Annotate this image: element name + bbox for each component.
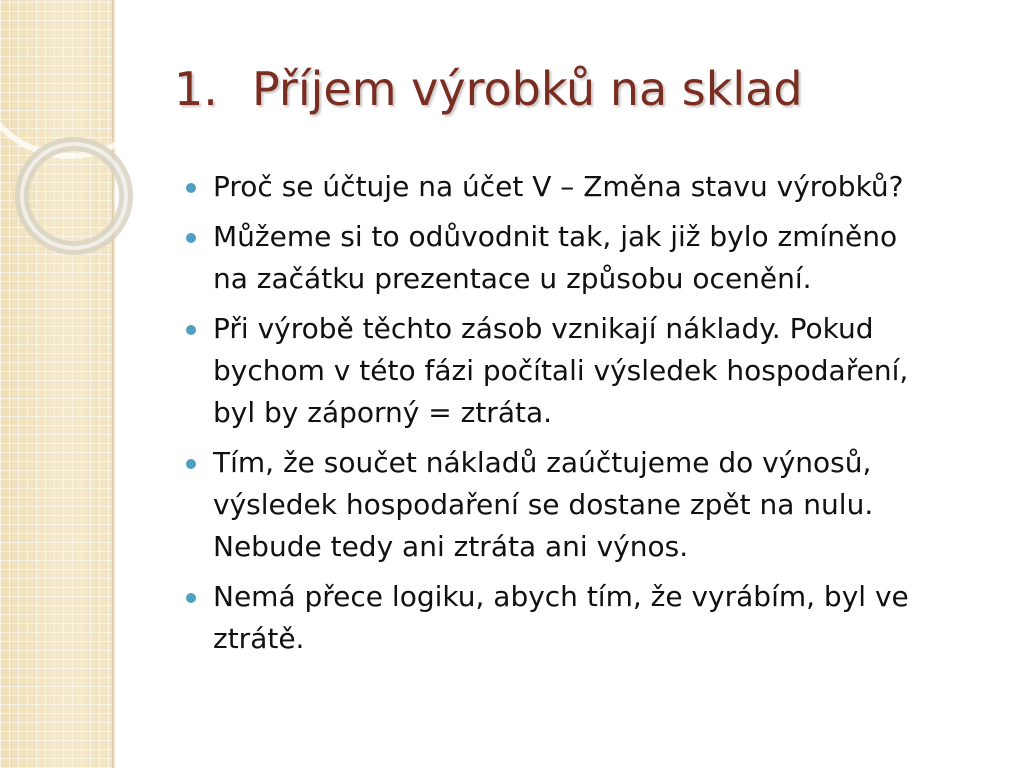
bullet-line: Můžeme si to odůvodnit tak, jak již bylo zmíněno <box>213 220 898 253</box>
bullet-line: byl by záporný = ztráta. <box>213 396 553 429</box>
bullet-dot-icon <box>186 233 196 243</box>
bullet-dot-icon <box>186 459 196 469</box>
deco-ring-small-inner <box>22 144 126 248</box>
bullet-list <box>186 166 996 668</box>
bullet-dot-icon <box>186 183 196 193</box>
bullet-line: na začátku prezentace u způsobu ocenění. <box>213 262 812 295</box>
decorative-rings-icon <box>0 0 160 260</box>
bullet-item <box>186 308 996 434</box>
title-text: Příjem výrobků na sklad <box>252 62 803 116</box>
bullet-line: výsledek hospodaření se dostane zpět na nulu. <box>213 488 874 521</box>
bullet-item <box>186 442 996 568</box>
bullet-line: Tím, že součet nákladů zaúčtujeme do výnosů, <box>213 446 872 479</box>
bullet-item <box>186 166 996 208</box>
bullet-item <box>186 576 996 660</box>
bullet-line: Proč se účtuje na účet V – Změna stavu výrobků? <box>213 170 904 203</box>
bullet-line: Nemá přece logiku, abych tím, že vyrábím, byl ve <box>213 580 909 613</box>
bullet-dot-icon <box>186 325 196 335</box>
title-number: 1. <box>174 62 218 116</box>
bullet-line: bychom v této fázi počítali výsledek hospodaření, <box>213 354 909 387</box>
bullet-item <box>186 216 996 300</box>
slide-title <box>174 62 803 116</box>
bullet-dot-icon <box>186 593 196 603</box>
deco-ring-large <box>0 0 160 156</box>
bullet-line: ztrátě. <box>213 622 305 655</box>
bullet-line: Při výrobě těchto zásob vznikají náklady. Pokud <box>213 312 874 345</box>
bullet-line: Nebude tedy ani ztráta ani výnos. <box>213 530 689 563</box>
